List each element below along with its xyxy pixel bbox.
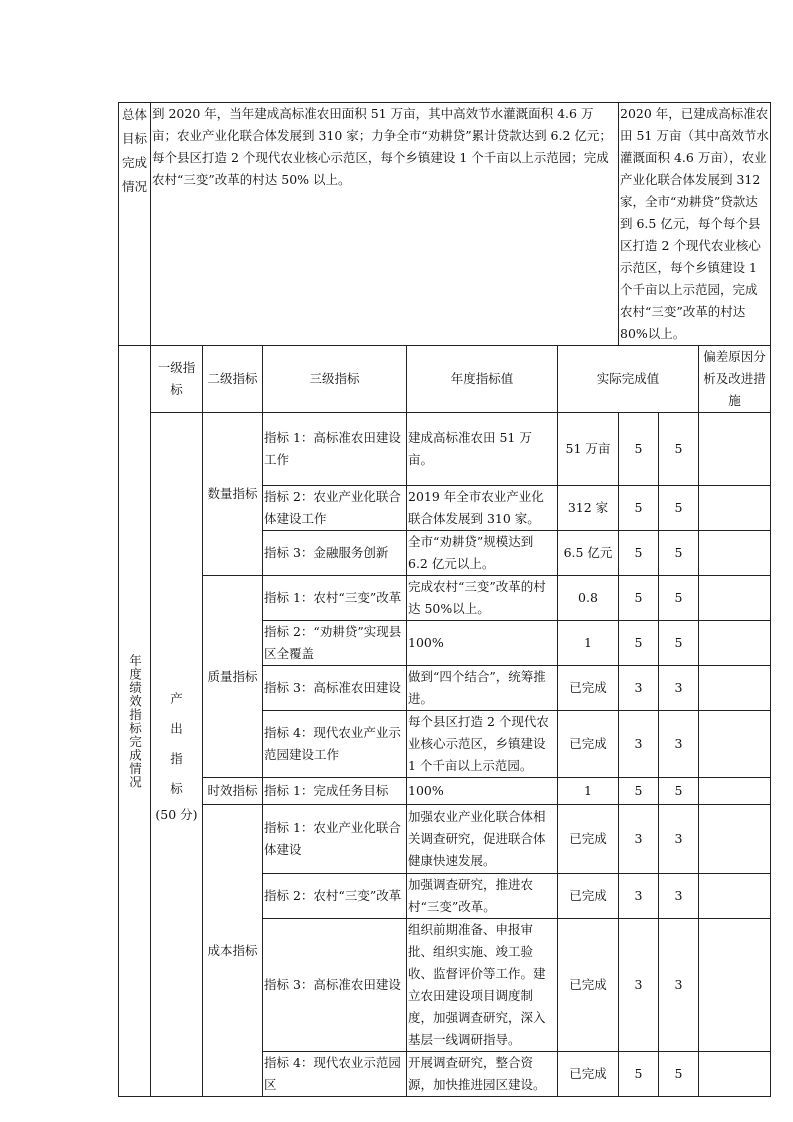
- header-deviation: 偏差原因分析及改进措施: [699, 346, 771, 413]
- deviation-cell: [699, 805, 771, 874]
- target-value: 加强调查研究，推进农村“三变”改革。: [407, 874, 558, 919]
- group-cost: 成本指标: [203, 805, 263, 1097]
- summary-label: 总体目标完成情况: [121, 107, 147, 194]
- indicator: 指标 1：完成任务目标: [263, 778, 407, 805]
- target-value: 每个县区打造 2 个现代农业核心示范区，乡镇建设 1 个千亩以上示范园。: [407, 711, 558, 778]
- score: 3: [659, 919, 699, 1052]
- header-level3: 三级指标: [263, 346, 407, 413]
- score: 5: [659, 778, 699, 805]
- level1-output: 产 出 指 标 (50 分): [151, 413, 203, 1097]
- actual-value: 312 家: [558, 486, 619, 531]
- target-value: 全市“劝耕贷”规模达到 6.2 亿元以上。: [407, 531, 558, 576]
- indicator: 指标 4：现代农业示范园区: [263, 1052, 407, 1097]
- target-value: 加强农业产业化联合体相关调查研究，促进联合体健康快速发展。: [407, 805, 558, 874]
- section-label: 年度绩效指标完成情况: [127, 653, 143, 789]
- indicator: 指标 1：农业产业化联合体建设: [263, 805, 407, 874]
- deviation-cell: [699, 711, 771, 778]
- header-target: 年度指标值: [407, 346, 558, 413]
- score: 5: [659, 486, 699, 531]
- indicator: 指标 4：现代农业产业示范园建设工作: [263, 711, 407, 778]
- actual-value: 1: [558, 778, 619, 805]
- actual-value: 已完成: [558, 711, 619, 778]
- table-row: [119, 413, 771, 486]
- weight: 5: [619, 621, 659, 666]
- indicator: 指标 2：农村“三变”改革: [263, 874, 407, 919]
- group-quantity: 数量指标: [203, 413, 263, 576]
- actual-value: 已完成: [558, 666, 619, 711]
- deviation-cell: [699, 531, 771, 576]
- deviation-cell: [699, 413, 771, 486]
- target-value: 组织前期准备、申报审批、组织实施、竣工验收、监督评价等工作。建立农田建设项目调度制度，加强调查研究，深入基层一线调研指导。: [407, 919, 558, 1052]
- table-row: [119, 576, 771, 621]
- score: 3: [659, 874, 699, 919]
- target-value: 建成高标准农田 51 万亩。: [407, 413, 558, 486]
- score: 5: [659, 621, 699, 666]
- score: 5: [659, 531, 699, 576]
- header-row: [119, 346, 771, 413]
- indicator: 指标 2：“劝耕贷”实现县区全覆盖: [263, 621, 407, 666]
- indicator: 指标 3：高标准农田建设: [263, 666, 407, 711]
- actual-value: 51 万亩: [558, 413, 619, 486]
- deviation-cell: [699, 576, 771, 621]
- target-value: 做到“四个结合”，统筹推进。: [407, 666, 558, 711]
- summary-actual: 2020 年，已建成高标准农田 51 万亩（其中高效节水灌溉面积 4.6 万亩），农业产业化联合体发展到 312 家，全市“劝耕贷”贷款达到 6.5 亿元，每个每个县区打造 2 个现代农业核心示范区，每个乡镇建设 1 个千亩以上示范园，完成农村“三变”改革的村达 80%以上。: [619, 103, 771, 346]
- indicator: 指标 3：高标准农田建设: [263, 919, 407, 1052]
- actual-value: 已完成: [558, 919, 619, 1052]
- actual-value: 已完成: [558, 805, 619, 874]
- header-level1: 一级指标: [151, 346, 203, 413]
- weight: 5: [619, 486, 659, 531]
- group-timeliness: 时效指标: [203, 778, 263, 805]
- actual-value: 1: [558, 621, 619, 666]
- score: 5: [659, 413, 699, 486]
- deviation-cell: [699, 1052, 771, 1097]
- target-value: 完成农村“三变”改革的村达 50%以上。: [407, 576, 558, 621]
- weight: 3: [619, 666, 659, 711]
- group-quality: 质量指标: [203, 576, 263, 778]
- actual-value: 已完成: [558, 874, 619, 919]
- score: 3: [659, 666, 699, 711]
- weight: 5: [619, 531, 659, 576]
- weight: 3: [619, 874, 659, 919]
- indicator: 指标 2：农业产业化联合体建设工作: [263, 486, 407, 531]
- header-level2: 二级指标: [203, 346, 263, 413]
- table-row: [119, 778, 771, 805]
- performance-table: [118, 102, 771, 1097]
- deviation-cell: [699, 486, 771, 531]
- table-row: [119, 805, 771, 874]
- indicator: 指标 3：金融服务创新: [263, 531, 407, 576]
- score: 3: [659, 805, 699, 874]
- weight: 3: [619, 805, 659, 874]
- deviation-cell: [699, 874, 771, 919]
- weight: 5: [619, 1052, 659, 1097]
- target-value: 2019 年全市农业产业化联合体发展到 310 家。: [407, 486, 558, 531]
- target-value: 100%: [407, 621, 558, 666]
- deviation-cell: [699, 919, 771, 1052]
- weight: 5: [619, 413, 659, 486]
- level1-score: (50 分): [155, 806, 198, 822]
- weight: 5: [619, 576, 659, 621]
- deviation-cell: [699, 666, 771, 711]
- score: 3: [659, 711, 699, 778]
- weight: 3: [619, 711, 659, 778]
- indicator: 指标 1：高标准农田建设工作: [263, 413, 407, 486]
- score: 5: [659, 576, 699, 621]
- header-actual: 实际完成值: [558, 346, 699, 413]
- deviation-cell: [699, 778, 771, 805]
- actual-value: 0.8: [558, 576, 619, 621]
- summary-planned: 到 2020 年，当年建成高标准农田面积 51 万亩，其中高效节水灌溉面积 4.6 万亩；农业产业化联合体发展到 310 家；力争全市“劝耕贷”累计贷款达到 6.2 亿元；每个县区打造 2 个现代农业核心示范区，每个乡镇建设 1 个千亩以上示范园；完成农村“三变”改革的村达 50% 以上。: [151, 103, 619, 346]
- summary-row: [119, 103, 771, 346]
- weight: 3: [619, 919, 659, 1052]
- weight: 5: [619, 778, 659, 805]
- indicator: 指标 1：农村“三变”改革: [263, 576, 407, 621]
- deviation-cell: [699, 621, 771, 666]
- score: 5: [659, 1052, 699, 1097]
- actual-value: 已完成: [558, 1052, 619, 1097]
- target-value: 开展调查研究，整合资源，加快推进园区建设。: [407, 1052, 558, 1097]
- actual-value: 6.5 亿元: [558, 531, 619, 576]
- target-value: 100%: [407, 778, 558, 805]
